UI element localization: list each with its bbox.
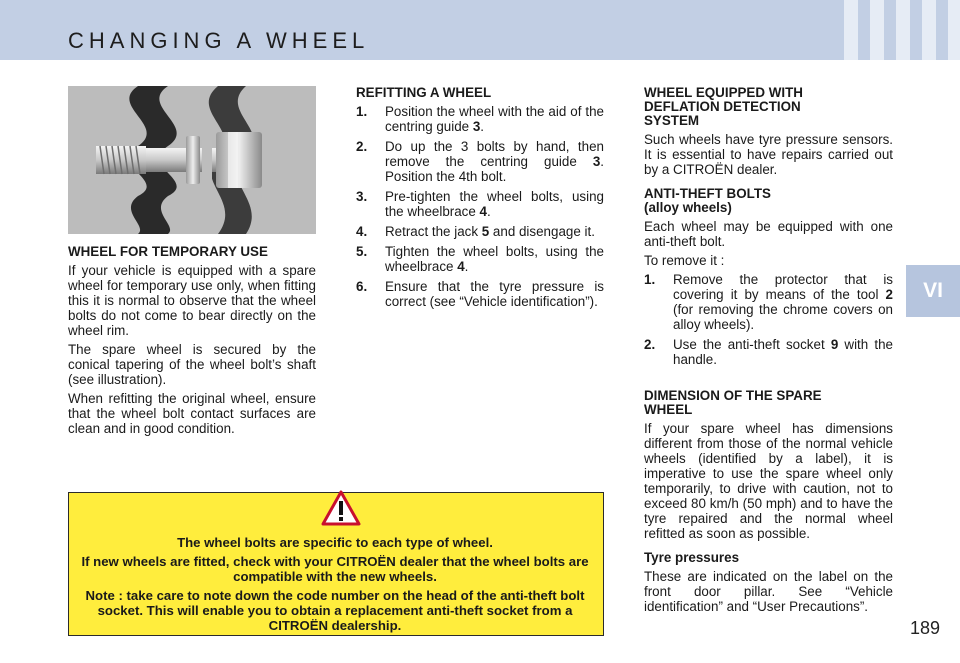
antitheft-steps [644,272,893,367]
step-number: 1. [356,104,368,119]
list-item [356,139,604,184]
step-text: Position the wheel with the aid of the centring guide [385,104,604,134]
list-item [356,104,604,134]
step-tail: . [487,204,491,219]
paragraph: To remove it : [644,253,725,268]
paragraph: When refitting the original wheel, ensure that the wheel bolt contact surfaces are clean and in good condition. [68,391,316,436]
step-ref: 2 [885,287,893,302]
step-number: 6. [356,279,368,294]
list-item [356,244,604,274]
warning-line: The wheel bolts are specific to each type of wheel. [177,535,493,550]
list-item [644,272,893,332]
step-number: 3. [356,189,368,204]
step-text: Use the anti-theft socket [673,337,831,352]
warning-line: Note : take care to note down the code number on the head of the anti-theft bolt socket. This will enable you to obtain a replacement anti-theft socket from a CITROËN dealership. [85,588,585,633]
step-tail: and disengage it. [489,224,595,239]
section-heading: WHEEL EQUIPPED WITH DEFLATION DETECTION SYSTEM [644,85,803,128]
warning-line: If new wheels are fitted, check with your CITROËN dealer that the wheel bolts are compatible with the new wheels. [81,554,589,584]
temporary-wheel-section [68,245,316,440]
step-ref: 9 [830,337,839,352]
step-text: Ensure that the tyre pressure is correct (see “Vehicle identification”). [385,279,604,309]
step-text: Tighten the wheel bolts, using the wheelbrace [385,244,604,274]
chapter-tab: VI [906,265,960,317]
step-number: 1. [644,272,656,287]
step-number: 2. [356,139,368,154]
paragraph: Each wheel may be equipped with one anti-theft bolt. [644,219,893,249]
warning-text [72,535,598,637]
step-tail: . Position the 4th bolt. [385,154,604,184]
page-title: CHANGING A WHEEL [68,28,370,53]
section-heading: WHEEL FOR TEMPORARY USE [68,244,268,259]
list-item [356,279,604,309]
step-text: Retract the jack [385,224,482,239]
step-tail: . [480,119,485,134]
refitting-steps [356,104,604,309]
page-number: 189 [910,618,941,638]
list-item [356,189,604,219]
paragraph: Such wheels have tyre pressure sensors. It is essential to have repairs carried out by a CITROËN dealer. [644,132,893,177]
list-item [356,224,604,239]
paragraph: These are indicated on the label on the front door pillar. See “Vehicle identification” and “User Precautions”. [644,569,893,614]
step-number: 5. [356,244,368,259]
step-ref: 5 [481,224,490,239]
refitting-section [356,86,604,314]
step-ref: 4 [457,259,465,274]
paragraph: The spare wheel is secured by the conical tapering of the wheel bolt’s shaft (see illustration). [68,342,316,387]
section-subheading: (alloy wheels) [644,200,732,215]
step-number: 4. [356,224,368,239]
paragraph: If your spare wheel has dimensions different from those of the normal vehicle wheels (identified by a label), it is imperative to use the spare wheel only temporarily, to drive with caution, not to exceed 80 km/h (50 mph) and to have the tyre repaired and the normal wheel refitted as soon as possible. [644,421,893,541]
step-text: Do up the 3 bolts by hand, then remove the centring guide [385,139,604,169]
step-tail: with the handle. [673,337,893,367]
warning-icon [321,490,361,531]
step-ref: 3 [472,119,481,134]
section-heading: REFITTING A WHEEL [356,85,492,100]
step-ref: 3 [592,154,601,169]
paragraph: If your vehicle is equipped with a spare wheel for temporary use only, when fitting this it is normal to observe that the wheel bolts do not come to bear directly on the wheel rim. [68,263,316,338]
step-ref: 4 [479,204,487,219]
step-tail: . [464,259,469,274]
wheel-bolt-photo [68,86,316,234]
section-heading: DIMENSION OF THE SPARE WHEEL [644,388,822,417]
section-heading: Tyre pressures [644,550,740,565]
step-tail: (for removing the chrome covers on alloy wheels). [673,302,893,332]
step-number: 2. [644,337,656,352]
step-text: Remove the protector that is covering it by means of the tool [673,272,893,302]
step-text: Pre-tighten the wheel bolts, using the wheelbrace [385,189,604,219]
section-heading: ANTI-THEFT BOLTS [644,186,771,201]
list-item [644,337,893,367]
right-column [644,86,893,618]
